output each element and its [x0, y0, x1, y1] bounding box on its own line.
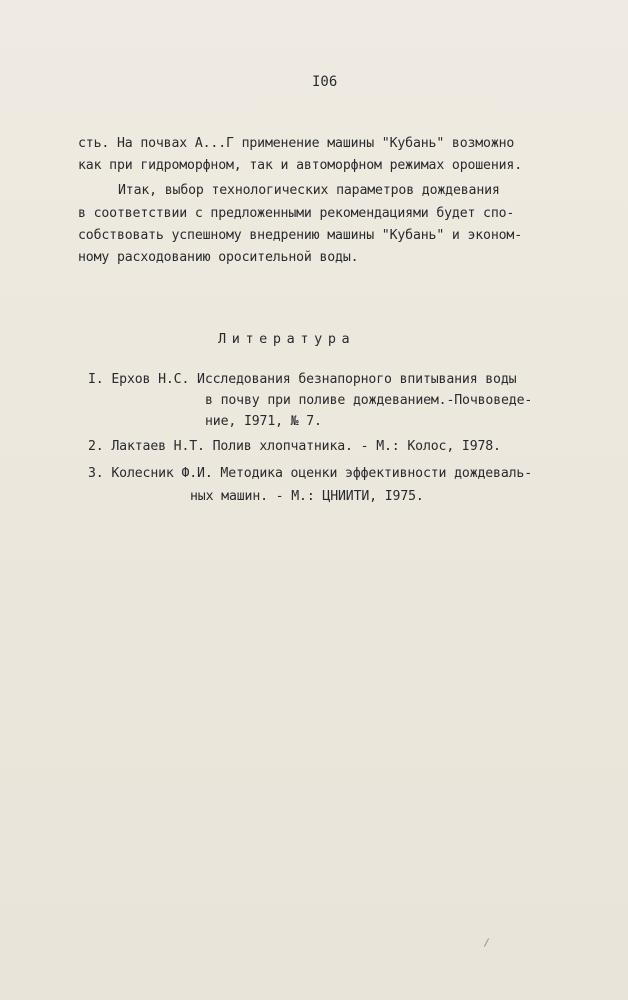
- page-number: I06: [312, 74, 338, 90]
- reference-line: 2. Лактаев Н.Т. Полив хлопчатника. - М.: Колос, I978.: [88, 439, 501, 454]
- reference-line: I. Ерхов Н.С. Исследования безнапорного впитывания воды: [88, 372, 517, 387]
- paper-scratch-mark: [484, 938, 489, 946]
- paragraph-line: в соответствии с предложенными рекомендациями будет спо-: [78, 206, 515, 221]
- paragraph-line: ному расходованию оросительной воды.: [78, 250, 359, 265]
- reference-line: ных машин. - М.: ЦНИИТИ, I975.: [190, 489, 424, 504]
- paragraph-line: собствовать успешному внедрению машины "Кубань" и эконом-: [78, 228, 523, 243]
- reference-line: 3. Колесник Ф.И. Методика оценки эффективности дождеваль-: [88, 466, 533, 481]
- paragraph-line: как при гидроморфном, так и автоморфном режимах орошения.: [78, 158, 523, 173]
- reference-line: ние, I971, № 7.: [205, 414, 322, 429]
- references-heading: Литература: [218, 331, 356, 347]
- paragraph-line: Итак, выбор технологических параметров дождевания: [118, 183, 500, 198]
- paragraph-line: сть. На почвах А...Г применение машины "Кубань" возможно: [78, 136, 515, 151]
- reference-line: в почву при поливе дождеванием.-Почвоведе-: [205, 393, 533, 408]
